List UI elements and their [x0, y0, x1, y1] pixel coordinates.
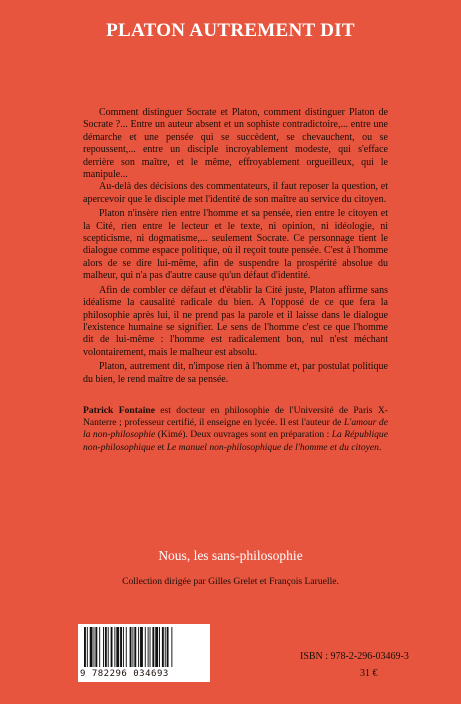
blurb-paragraph-1: Comment distinguer Socrate et Platon, comment distinguer Platon de Socrate ?... Entre un auteur absent et un sophiste contradictoire,... entre une démarche et une pensée qui se succèdent, se chevauchent, ou se repoussent,... entre un disciple incroyablement modeste, qui s'efface derrière son maître, et le même, effroyablement orgueilleux, qui le manipule... — [83, 107, 388, 181]
blurb-paragraph-2: Au-delà des décisions des commentateurs, il faut reposer la question, et apercevoir que le disciple met l'identité de son maître au service du citoyen. — [83, 181, 388, 205]
barcode-bar — [152, 627, 154, 667]
bio-text-3: et — [154, 441, 167, 453]
isbn: ISBN : 978-2-296-03469-3 — [300, 651, 409, 662]
barcode-bar — [134, 627, 136, 667]
barcode-bar — [90, 627, 93, 667]
bio-book-2: La République non-philosophique — [83, 429, 388, 453]
barcode-bar — [84, 627, 86, 667]
blurb-paragraph-3: Platon n'insère rien entre l'homme et sa pensée, rien entre le citoyen et la Cité, rien entre le lecteur et le texte, ni opinion, ni idéologie, ni scepticisme, ni dogmatisme,... seulement Socrate. Ce personnage tient le dialogue comme espace politique, où il reçoit toute pensée. C'est à l'homme alors de se dire lui-même, afin de suspendre la prospérité absolue du malheur, qui n'a pas d'autre cause qu'un défaut d'identité. — [83, 208, 388, 282]
barcode-bar — [94, 627, 95, 667]
barcode-bar — [167, 627, 169, 667]
barcode-bar — [165, 627, 166, 667]
barcode-bar — [87, 627, 88, 667]
barcode-bar — [162, 627, 164, 667]
barcode-bar — [126, 627, 127, 667]
barcode-bar — [114, 627, 115, 667]
bio-book-1: L'amour de la non-philosophie — [83, 417, 388, 441]
barcode-bar — [108, 627, 109, 667]
bio-text-2: (Kimé). Deux ouvrages sont en préparation : — [155, 429, 332, 441]
author-name: Patrick Fontaine — [83, 405, 155, 416]
bio-text-1: est docteur en philosophie de l'Université de Paris X-Nanterre ; professeur certifié, il enseigne en lycée. Il est l'auteur de — [83, 405, 388, 429]
author-bio — [83, 405, 388, 454]
barcode-bars — [82, 627, 206, 669]
barcode-bar — [138, 627, 139, 667]
book-title: PLATON AUTREMENT DIT — [106, 20, 355, 41]
bio-text-4: . — [378, 441, 382, 453]
barcode-bar — [150, 627, 151, 667]
series-name: Nous, les sans-philosophie — [158, 548, 303, 563]
barcode-bar — [120, 627, 122, 667]
barcode-bar — [123, 627, 124, 667]
barcode-digits: 9 782296 034693 — [80, 669, 169, 679]
barcode-bar — [99, 627, 100, 667]
blurb-paragraph-5: Platon, autrement dit, n'impose rien à l'homme et, par postulat politique du bien, le rend maître de sa pensée. — [83, 361, 388, 385]
blurb-paragraph-4: Afin de combler ce défaut et d'établir la Cité juste, Platon affirme sans idéalisme la causalité radicale du bien. A l'opposé de ce que fera la philosophie après lui, il ne prend pas la parole et il laisse dans le dialogue l'existence humaine se signifier. Le sens de l'homme c'est ce que l'homme dit de lui-même : l'homme est radicalement bon, nul n'est méchant volontairement, mais le malheur est absolu. — [83, 284, 388, 358]
barcode-bar — [105, 627, 107, 667]
collection-editors: Collection dirigée par Gilles Grelet et François Laruelle. — [122, 576, 339, 587]
barcode-bar — [132, 627, 133, 667]
barcode-bar — [95, 627, 97, 667]
barcode-bar — [171, 627, 172, 667]
barcode-bar — [140, 627, 143, 667]
barcode-bar — [111, 627, 113, 667]
barcode-bar — [116, 627, 119, 667]
bio-book-3: Le manuel non-philosophique de l'homme et du citoyen — [166, 441, 379, 453]
blurb — [83, 107, 388, 386]
barcode-bar — [148, 627, 149, 667]
barcode-bar — [155, 627, 158, 667]
barcode-bar — [130, 627, 132, 667]
barcode-bar — [159, 627, 160, 667]
barcode — [78, 624, 210, 682]
price: 31 € — [360, 668, 378, 679]
barcode-bar — [145, 627, 146, 667]
barcode-bar — [103, 627, 104, 667]
